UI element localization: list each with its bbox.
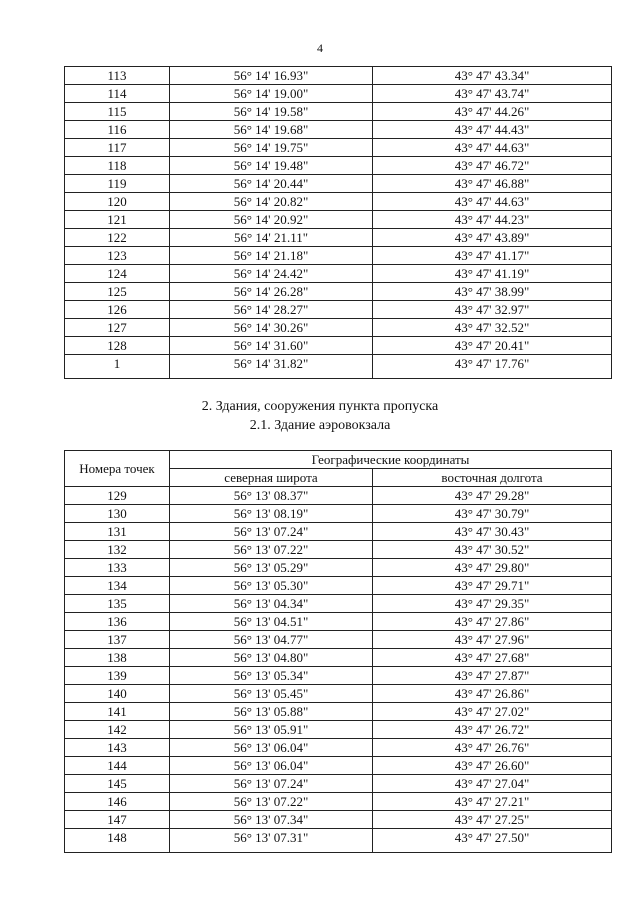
table-row: [65, 193, 612, 211]
header-north-latitude: северная широта: [170, 469, 373, 487]
latitude-cell: 56° 14' 21.11": [170, 229, 373, 247]
latitude-cell: 56° 13' 04.34": [170, 595, 373, 613]
table-row: [65, 283, 612, 301]
latitude-cell: 56° 13' 04.80": [170, 649, 373, 667]
latitude-cell: 56° 14' 28.27": [170, 301, 373, 319]
table-row: [65, 355, 612, 379]
page-number: 4: [317, 41, 323, 55]
table-row: [65, 649, 612, 667]
longitude-cell: 43° 47' 32.97": [373, 301, 612, 319]
point-number-cell: 120: [65, 193, 170, 211]
latitude-cell: 56° 14' 26.28": [170, 283, 373, 301]
longitude-cell: 43° 47' 27.04": [373, 775, 612, 793]
point-number-cell: 131: [65, 523, 170, 541]
coordinates-table-top-body: [65, 67, 612, 379]
table-row: [65, 829, 612, 853]
table-row: [65, 67, 612, 85]
latitude-cell: 56° 13' 07.24": [170, 523, 373, 541]
point-number-cell: 136: [65, 613, 170, 631]
latitude-cell: 56° 14' 21.18": [170, 247, 373, 265]
longitude-cell: 43° 47' 29.35": [373, 595, 612, 613]
table-row: [65, 157, 612, 175]
latitude-cell: 56° 13' 07.24": [170, 775, 373, 793]
table-row: [65, 631, 612, 649]
point-number-cell: 119: [65, 175, 170, 193]
table-row: [65, 793, 612, 811]
longitude-cell: 43° 47' 27.02": [373, 703, 612, 721]
latitude-cell: 56° 14' 19.48": [170, 157, 373, 175]
point-number-cell: 128: [65, 337, 170, 355]
table-row: [65, 559, 612, 577]
table-row: [65, 685, 612, 703]
coordinates-table-terminal-body: [65, 487, 612, 853]
header-point-numbers: Номера точек: [65, 451, 170, 487]
longitude-cell: 43° 47' 44.26": [373, 103, 612, 121]
point-number-cell: 142: [65, 721, 170, 739]
point-number-cell: 124: [65, 265, 170, 283]
table-row: [65, 85, 612, 103]
latitude-cell: 56° 14' 16.93": [170, 67, 373, 85]
latitude-cell: 56° 14' 30.26": [170, 319, 373, 337]
table-row: [65, 211, 612, 229]
table-row: [65, 523, 612, 541]
point-number-cell: 130: [65, 505, 170, 523]
table-row: [65, 577, 612, 595]
longitude-cell: 43° 47' 26.72": [373, 721, 612, 739]
longitude-cell: 43° 47' 26.60": [373, 757, 612, 775]
latitude-cell: 56° 13' 06.04": [170, 757, 373, 775]
point-number-cell: 137: [65, 631, 170, 649]
longitude-cell: 43° 47' 17.76": [373, 355, 612, 379]
latitude-cell: 56° 13' 04.51": [170, 613, 373, 631]
point-number-cell: 113: [65, 67, 170, 85]
longitude-cell: 43° 47' 20.41": [373, 337, 612, 355]
coordinates-table-top: [64, 66, 612, 379]
table-row: [65, 541, 612, 559]
latitude-cell: 56° 13' 07.22": [170, 541, 373, 559]
table-header: [65, 451, 612, 487]
latitude-cell: 56° 13' 05.29": [170, 559, 373, 577]
longitude-cell: 43° 47' 30.52": [373, 541, 612, 559]
longitude-cell: 43° 47' 43.34": [373, 67, 612, 85]
latitude-cell: 56° 14' 20.92": [170, 211, 373, 229]
point-number-cell: 143: [65, 739, 170, 757]
longitude-cell: 43° 47' 38.99": [373, 283, 612, 301]
latitude-cell: 56° 13' 08.37": [170, 487, 373, 505]
longitude-cell: 43° 47' 29.28": [373, 487, 612, 505]
longitude-cell: 43° 47' 30.43": [373, 523, 612, 541]
table-header-row: [65, 451, 612, 469]
point-number-cell: 117: [65, 139, 170, 157]
latitude-cell: 56° 13' 05.45": [170, 685, 373, 703]
subsection-heading: 2.1. Здание аэровокзала: [249, 418, 391, 433]
latitude-cell: 56° 13' 07.31": [170, 829, 373, 853]
latitude-cell: 56° 14' 20.44": [170, 175, 373, 193]
longitude-cell: 43° 47' 27.86": [373, 613, 612, 631]
table-row: [65, 229, 612, 247]
table-row: [65, 667, 612, 685]
latitude-cell: 56° 14' 20.82": [170, 193, 373, 211]
point-number-cell: 127: [65, 319, 170, 337]
table-row: [65, 703, 612, 721]
longitude-cell: 43° 47' 32.52": [373, 319, 612, 337]
point-number-cell: 146: [65, 793, 170, 811]
table-row: [65, 811, 612, 829]
longitude-cell: 43° 47' 46.72": [373, 157, 612, 175]
longitude-cell: 43° 47' 27.68": [373, 649, 612, 667]
longitude-cell: 43° 47' 46.88": [373, 175, 612, 193]
header-east-longitude: восточная долгота: [373, 469, 612, 487]
longitude-cell: 43° 47' 29.71": [373, 577, 612, 595]
point-number-cell: 132: [65, 541, 170, 559]
point-number-cell: 115: [65, 103, 170, 121]
table-row: [65, 337, 612, 355]
longitude-cell: 43° 47' 41.17": [373, 247, 612, 265]
point-number-cell: 138: [65, 649, 170, 667]
point-number-cell: 141: [65, 703, 170, 721]
table-row: [65, 595, 612, 613]
table-row: [65, 613, 612, 631]
latitude-cell: 56° 13' 05.91": [170, 721, 373, 739]
point-number-cell: 135: [65, 595, 170, 613]
longitude-cell: 43° 47' 44.63": [373, 139, 612, 157]
latitude-cell: 56° 13' 05.88": [170, 703, 373, 721]
table-row: [65, 139, 612, 157]
latitude-cell: 56° 14' 19.00": [170, 85, 373, 103]
latitude-cell: 56° 14' 19.58": [170, 103, 373, 121]
latitude-cell: 56° 14' 31.82": [170, 355, 373, 379]
longitude-cell: 43° 47' 41.19": [373, 265, 612, 283]
latitude-cell: 56° 14' 31.60": [170, 337, 373, 355]
point-number-cell: 144: [65, 757, 170, 775]
latitude-cell: 56° 13' 05.34": [170, 667, 373, 685]
table-row: [65, 757, 612, 775]
latitude-cell: 56° 13' 06.04": [170, 739, 373, 757]
point-number-cell: 125: [65, 283, 170, 301]
coordinates-table-terminal: [64, 450, 612, 853]
header-geo-coordinates: Географические координаты: [170, 451, 612, 469]
point-number-cell: 129: [65, 487, 170, 505]
longitude-cell: 43° 47' 26.86": [373, 685, 612, 703]
table-row: [65, 247, 612, 265]
point-number-cell: 122: [65, 229, 170, 247]
longitude-cell: 43° 47' 27.96": [373, 631, 612, 649]
table-row: [65, 121, 612, 139]
longitude-cell: 43° 47' 44.43": [373, 121, 612, 139]
point-number-cell: 126: [65, 301, 170, 319]
point-number-cell: 139: [65, 667, 170, 685]
table-row: [65, 319, 612, 337]
longitude-cell: 43° 47' 30.79": [373, 505, 612, 523]
table-row: [65, 487, 612, 505]
table-row: [65, 775, 612, 793]
table-row: [65, 301, 612, 319]
latitude-cell: 56° 14' 19.75": [170, 139, 373, 157]
longitude-cell: 43° 47' 27.21": [373, 793, 612, 811]
point-number-cell: 123: [65, 247, 170, 265]
point-number-cell: 133: [65, 559, 170, 577]
table-row: [65, 103, 612, 121]
longitude-cell: 43° 47' 44.23": [373, 211, 612, 229]
longitude-cell: 43° 47' 27.50": [373, 829, 612, 853]
longitude-cell: 43° 47' 27.25": [373, 811, 612, 829]
latitude-cell: 56° 14' 19.68": [170, 121, 373, 139]
point-number-cell: 121: [65, 211, 170, 229]
point-number-cell: 145: [65, 775, 170, 793]
longitude-cell: 43° 47' 43.74": [373, 85, 612, 103]
point-number-cell: 147: [65, 811, 170, 829]
table-row: [65, 739, 612, 757]
point-number-cell: 118: [65, 157, 170, 175]
table-row: [65, 721, 612, 739]
table-row: [65, 175, 612, 193]
point-number-cell: 134: [65, 577, 170, 595]
latitude-cell: 56° 13' 07.22": [170, 793, 373, 811]
longitude-cell: 43° 47' 43.89": [373, 229, 612, 247]
longitude-cell: 43° 47' 29.80": [373, 559, 612, 577]
latitude-cell: 56° 13' 07.34": [170, 811, 373, 829]
latitude-cell: 56° 14' 24.42": [170, 265, 373, 283]
point-number-cell: 114: [65, 85, 170, 103]
table-row: [65, 265, 612, 283]
point-number-cell: 1: [65, 355, 170, 379]
point-number-cell: 148: [65, 829, 170, 853]
latitude-cell: 56° 13' 04.77": [170, 631, 373, 649]
point-number-cell: 116: [65, 121, 170, 139]
longitude-cell: 43° 47' 27.87": [373, 667, 612, 685]
section-heading: 2. Здания, сооружения пункта пропуска: [201, 399, 439, 414]
latitude-cell: 56° 13' 08.19": [170, 505, 373, 523]
table-row: [65, 505, 612, 523]
point-number-cell: 140: [65, 685, 170, 703]
longitude-cell: 43° 47' 26.76": [373, 739, 612, 757]
latitude-cell: 56° 13' 05.30": [170, 577, 373, 595]
longitude-cell: 43° 47' 44.63": [373, 193, 612, 211]
